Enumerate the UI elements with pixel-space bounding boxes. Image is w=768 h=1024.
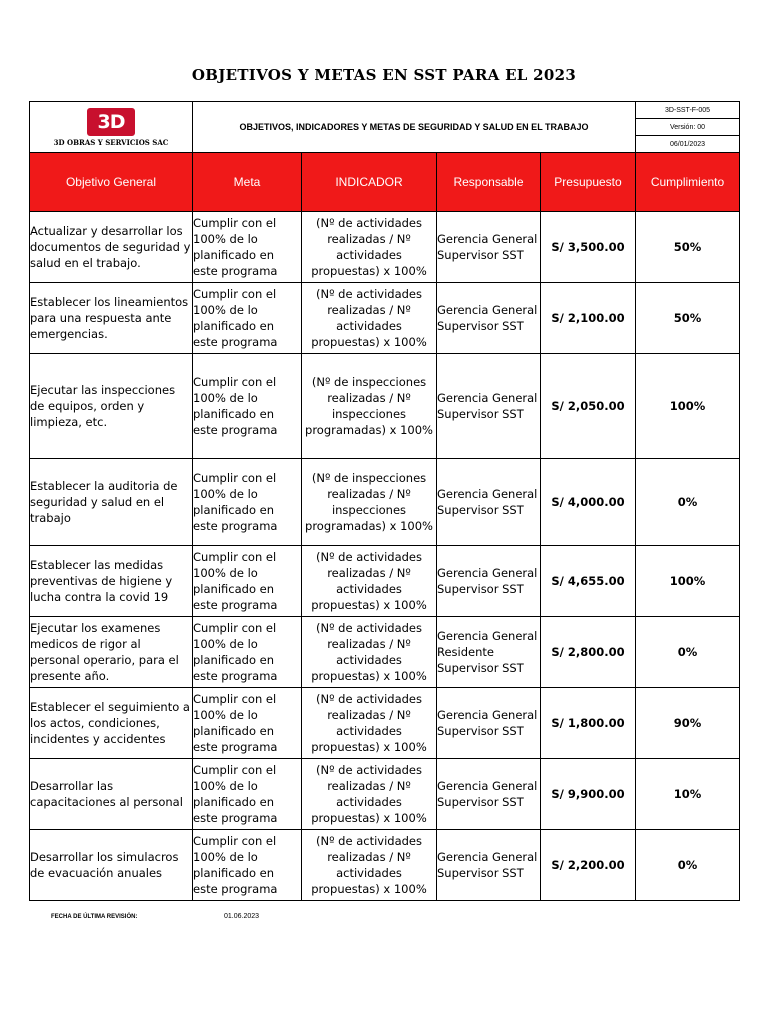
objetivo-cell: Ejecutar las inspecciones de equipos, orden y limpieza, etc. <box>30 354 193 459</box>
cumplimiento-cell: 100% <box>636 546 740 617</box>
responsable-cell: Gerencia General Supervisor SST <box>437 283 541 354</box>
responsable-cell: Gerencia General Residente Supervisor SST <box>437 617 541 688</box>
last-revision-date: 01.06.2023 <box>224 913 260 920</box>
table-row <box>30 830 740 901</box>
presupuesto-cell: S/ 4,655.00 <box>541 546 636 617</box>
table-row <box>30 459 740 546</box>
responsable-cell: Gerencia General Supervisor SST <box>437 459 541 546</box>
presupuesto-cell: S/ 2,200.00 <box>541 830 636 901</box>
objetivo-cell: Establecer el seguimiento a los actos, condiciones, incidentes y accidentes <box>30 688 193 759</box>
objetivo-cell: Establecer la auditoria de seguridad y salud en el trabajo <box>30 459 193 546</box>
document-title: OBJETIVOS, INDICADORES Y METAS DE SEGURIDAD Y SALUD EN EL TRABAJO <box>193 102 636 153</box>
indicador-cell: (Nº de actividades realizadas / Nº actividades propuestas) x 100% <box>302 546 437 617</box>
col-header-indicador: INDICADOR <box>302 153 437 212</box>
presupuesto-cell: S/ 4,000.00 <box>541 459 636 546</box>
table-row <box>30 546 740 617</box>
responsable-cell: Gerencia General Supervisor SST <box>437 546 541 617</box>
logo-mark: 3D <box>87 108 135 136</box>
objetivo-cell: Desarrollar los simulacros de evacuación anuales <box>30 830 193 901</box>
meta-cell: Cumplir con el 100% de lo planificado en este programa <box>193 459 302 546</box>
table-row <box>30 688 740 759</box>
col-header-objetivo: Objetivo General <box>30 153 193 212</box>
presupuesto-cell: S/ 3,500.00 <box>541 212 636 283</box>
objetivo-cell: Actualizar y desarrollar los documentos de seguridad y salud en el trabajo. <box>30 212 193 283</box>
company-logo <box>54 108 169 147</box>
presupuesto-cell: S/ 1,800.00 <box>541 688 636 759</box>
column-header-row <box>30 153 740 212</box>
presupuesto-cell: S/ 9,900.00 <box>541 759 636 830</box>
indicador-cell: (Nº de actividades realizadas / Nº actividades propuestas) x 100% <box>302 283 437 354</box>
meta-cell: Cumplir con el 100% de lo planificado en este programa <box>193 617 302 688</box>
col-header-presupuesto: Presupuesto <box>541 153 636 212</box>
document-date: 06/01/2023 <box>636 136 740 153</box>
table-row <box>30 212 740 283</box>
meta-cell: Cumplir con el 100% de lo planificado en este programa <box>193 546 302 617</box>
indicador-cell: (Nº de actividades realizadas / Nº actividades propuestas) x 100% <box>302 617 437 688</box>
cumplimiento-cell: 0% <box>636 459 740 546</box>
meta-cell: Cumplir con el 100% de lo planificado en este programa <box>193 759 302 830</box>
objectives-table <box>29 101 740 901</box>
indicador-cell: (Nº de actividades realizadas / Nº actividades propuestas) x 100% <box>302 759 437 830</box>
meta-cell: Cumplir con el 100% de lo planificado en este programa <box>193 354 302 459</box>
presupuesto-cell: S/ 2,800.00 <box>541 617 636 688</box>
cumplimiento-cell: 0% <box>636 617 740 688</box>
cumplimiento-cell: 100% <box>636 354 740 459</box>
responsable-cell: Gerencia General Supervisor SST <box>437 354 541 459</box>
objetivo-cell: Establecer los lineamientos para una respuesta ante emergencias. <box>30 283 193 354</box>
table-row <box>30 759 740 830</box>
cumplimiento-cell: 10% <box>636 759 740 830</box>
company-name: 3D OBRAS Y SERVICIOS SAC <box>53 137 169 147</box>
col-header-cumplimiento: Cumplimiento <box>636 153 740 212</box>
responsable-cell: Gerencia General Supervisor SST <box>437 688 541 759</box>
indicador-cell: (Nº de actividades realizadas / Nº actividades propuestas) x 100% <box>302 830 437 901</box>
objetivo-cell: Desarrollar las capacitaciones al personal <box>30 759 193 830</box>
indicador-cell: (Nº de actividades realizadas / Nº actividades propuestas) x 100% <box>302 212 437 283</box>
table-row <box>30 617 740 688</box>
responsable-cell: Gerencia General Supervisor SST <box>437 830 541 901</box>
col-header-meta: Meta <box>193 153 302 212</box>
table-row <box>30 354 740 459</box>
table-row <box>30 283 740 354</box>
cumplimiento-cell: 0% <box>636 830 740 901</box>
meta-cell: Cumplir con el 100% de lo planificado en este programa <box>193 283 302 354</box>
meta-cell: Cumplir con el 100% de lo planificado en este programa <box>193 688 302 759</box>
cumplimiento-cell: 90% <box>636 688 740 759</box>
col-header-responsable: Responsable <box>437 153 541 212</box>
meta-cell: Cumplir con el 100% de lo planificado en este programa <box>193 212 302 283</box>
meta-cell: Cumplir con el 100% de lo planificado en este programa <box>193 830 302 901</box>
objetivo-cell: Establecer las medidas preventivas de higiene y lucha contra la covid 19 <box>30 546 193 617</box>
objetivo-cell: Ejecutar los examenes medicos de rigor al personal operario, para el presente año. <box>30 617 193 688</box>
header-row-1 <box>30 102 740 119</box>
last-revision-label: FECHA DE ÚLTIMA REVISIÓN: <box>51 914 138 920</box>
page-title: OBJETIVOS Y METAS EN SST PARA EL 2023 <box>191 66 577 84</box>
logo-cell <box>30 102 193 153</box>
document-version: Versión: 00 <box>636 119 740 136</box>
presupuesto-cell: S/ 2,100.00 <box>541 283 636 354</box>
responsable-cell: Gerencia General Supervisor SST <box>437 759 541 830</box>
presupuesto-cell: S/ 2,050.00 <box>541 354 636 459</box>
cumplimiento-cell: 50% <box>636 283 740 354</box>
indicador-cell: (Nº de inspecciones realizadas / Nº inspecciones programadas) x 100% <box>302 354 437 459</box>
cumplimiento-cell: 50% <box>636 212 740 283</box>
document-code: 3D-SST-F-005 <box>636 102 740 119</box>
indicador-cell: (Nº de actividades realizadas / Nº actividades propuestas) x 100% <box>302 688 437 759</box>
indicador-cell: (Nº de inspecciones realizadas / Nº inspecciones programadas) x 100% <box>302 459 437 546</box>
responsable-cell: Gerencia General Supervisor SST <box>437 212 541 283</box>
